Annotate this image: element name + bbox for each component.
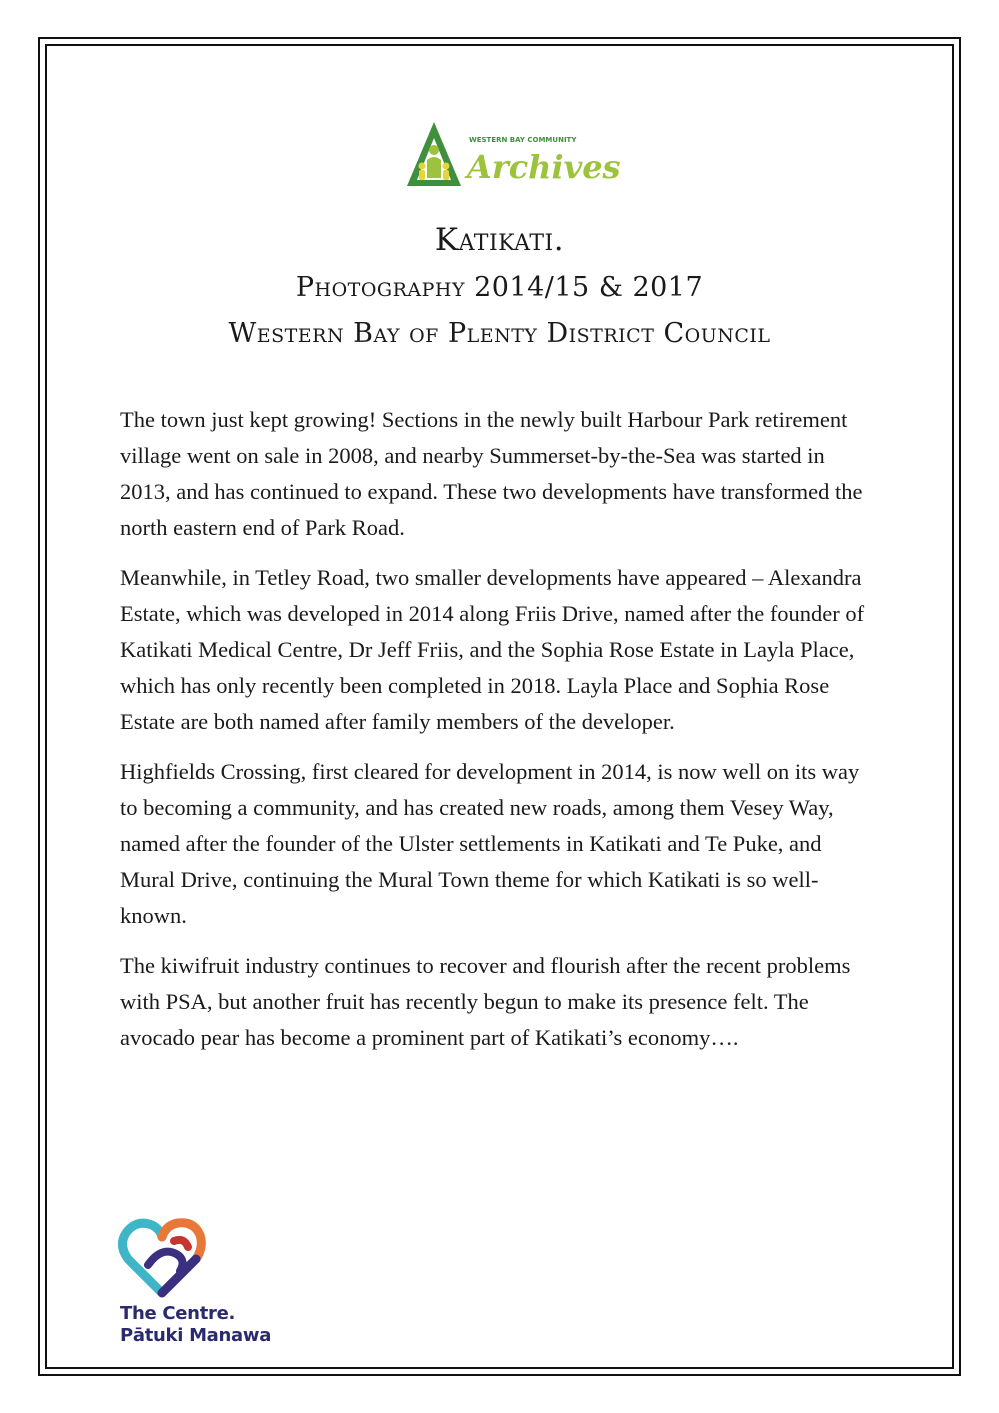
centre-logo-line2: Pātuki Manawa <box>120 1325 272 1346</box>
paragraph: The town just kept growing! Sections in the newly built Harbour Park retirement village went on sale in 2008, and nearby Summerset-by-the-Sea was started in 2013, and has continued to expand. These two developments have transformed the north eastern end of Park Road. <box>120 407 863 540</box>
archives-logo <box>405 120 621 192</box>
paragraph: Meanwhile, in Tetley Road, two smaller developments have appeared – Alexandra Estate, which was developed in 2014 along Friis Drive, named after the founder of Katikati Medical Centre, Dr Jeff Friis, and the Sophia Rose Estate in Layla Place, which has only recently been completed in 2018. Layla Place and Sophia Rose Estate are both named after family members of the developer. <box>120 565 865 734</box>
paragraph: Highfields Crossing, first cleared for development in 2014, is now well on its way to becoming a community, and has created new roads, among them Vesey Way, named after the founder of the Ulster settlements in Katikati and Te Puke, and Mural Drive, continuing the Mural Town theme for which Katikati is so well-known. <box>120 759 860 928</box>
page-subtitle: Photography 2014/15 & 2017 <box>295 272 704 303</box>
centre-logo-line1: The Centre. <box>120 1303 236 1324</box>
archives-logo-big-text: Archives <box>467 148 621 186</box>
page-title: Katikati. <box>434 222 565 258</box>
heart-logo-icon <box>118 1215 208 1299</box>
body-text <box>120 402 880 1070</box>
archives-logo-small-text: WESTERN BAY COMMUNITY <box>469 136 577 144</box>
paragraph: The kiwifruit industry continues to recover and flourish after the recent problems with PSA, but another fruit has recently begun to make its presence felt. The avocado pear has become a prominent part of Katikati’s economy…. <box>120 953 851 1050</box>
page-organisation: Western Bay of Plenty District Council <box>228 318 771 349</box>
archives-triangle-logo-icon <box>405 120 621 192</box>
